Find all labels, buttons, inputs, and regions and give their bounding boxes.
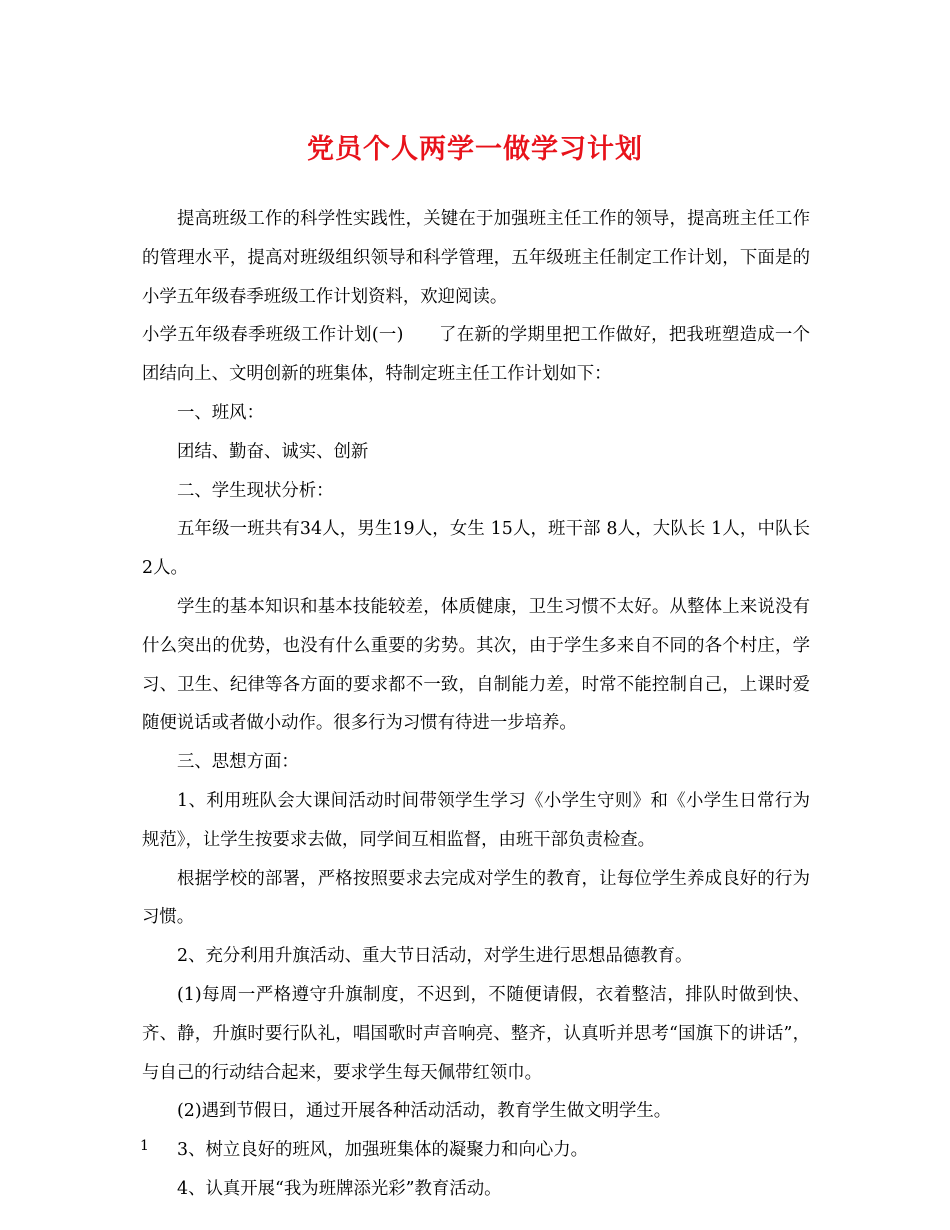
paragraph-section-student-analysis: 二、学生现状分析：: [177, 480, 334, 501]
paragraph-student-situation: 学生的基本知识和基本技能较差，体质健康，卫生习惯不太好。从整体上来说没有什么突出的优势，也没有什么重要的劣势。其次，由于学生多来自不同的各个村庄，学习、卫生、纪律等各方面的要求都不一致，自制能力差，时常不能控制自己，上课时爱随便说话或者做小动作。很多行为习惯有待进一步培养。: [142, 596, 810, 734]
paragraph-section-class-style: 一、班风：: [177, 402, 264, 423]
paragraph-class-style-values: 团结、勤奋、诚实、创新: [177, 441, 369, 462]
page-number: 1: [140, 1138, 149, 1154]
document-title: 党员个人两学一做学习计划: [307, 134, 643, 165]
paragraph-intro: 提高班级工作的科学性实践性，关键在于加强班主任工作的领导，提高班主任工作的管理水平，提高对班级组织领导和科学管理，五年级班主任制定工作计划，下面是的小学五年级春季班级工作计划资料，欢迎阅读。: [142, 209, 810, 307]
paragraph-item-2-2: (2)遇到节假日，通过开展各种活动活动，教育学生做文明学生。: [177, 1101, 672, 1122]
document-body: [142, 200, 810, 1209]
paragraph-school-deployment: 根据学校的部署，严格按照要求去完成对学生的教育，让每位学生养成良好的行为习惯。: [142, 868, 810, 928]
paragraph-item-1: 1、利用班队会大课间活动时间带领学生学习《小学生守则》和《小学生日常行为规范》，让学生按要求去做，同学间互相监督，由班干部负责检查。: [142, 790, 810, 850]
paragraph-item-3: 3、树立良好的班风，加强班集体的凝聚力和向心力。: [177, 1140, 589, 1161]
paragraph-item-2-1: (1)每周一严格遵守升旗制度，不迟到，不随便请假，衣着整洁，排队时做到快、齐、静，升旗时要行队礼，唱国歌时声音响亮、整齐，认真听并思考“国旗下的讲话”，与自己的行动结合起来，要求学生每天佩带红领巾。: [142, 984, 810, 1083]
paragraph-section-ideology: 三、思想方面：: [177, 752, 299, 773]
paragraph-item-2: 2、充分利用升旗活动、重大节日活动，对学生进行思想品德教育。: [177, 946, 693, 967]
paragraph-plan-heading: 小学五年级春季班级工作计划(一) 了在新的学期里把工作做好，把我班塑造成一个团结向上、文明创新的班集体，特制定班主任工作计划如下：: [142, 325, 810, 385]
paragraph-student-counts: 五年级一班共有34人，男生19人，女生 15人，班干部 8人，大队长 1人，中队长2人。: [142, 519, 810, 579]
paragraph-item-4: 4、认真开展“我为班牌添光彩”教育活动。: [177, 1178, 502, 1199]
